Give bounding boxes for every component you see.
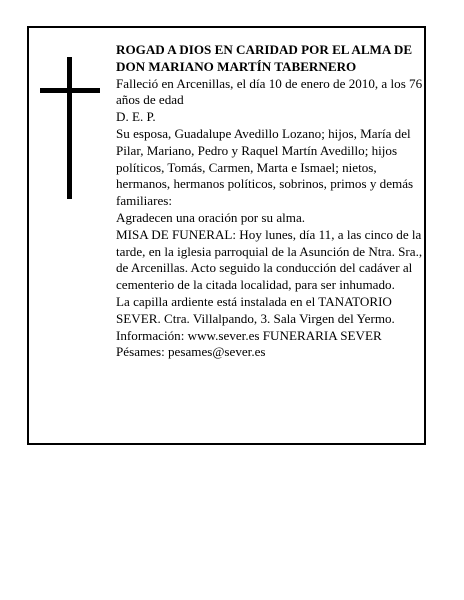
cross-icon [40, 57, 100, 199]
rip-text: D. E. P. [116, 109, 156, 125]
prayer-request: Agradecen una oración por su alma. [116, 209, 306, 225]
deceased-name: DON MARIANO MARTÍN TABERNERO [116, 58, 357, 74]
funeral-mass-details: MISA DE FUNERAL: Hoy lunes, día 11, a las cinco de la tarde, en la iglesia parroquial de la Asunción de Ntra. Sra., de Arcenillas. Acto seguido la conducción del cadáver al cementerio de la citada localidad, para ser inhumado. [116, 226, 423, 293]
obituary-text [116, 42, 426, 361]
chapel-details: La capilla ardiente está instalada en el TANATORIO SEVER. Ctra. Villalpando, 3. Sala Virgen del Yermo. [116, 293, 395, 326]
death-details: Falleció en Arcenillas, el día 10 de enero de 2010, a los 76 años de edad [116, 75, 423, 108]
information-line: Información: www.sever.es FUNERARIA SEVER [116, 327, 382, 343]
cross-vertical-bar [67, 57, 72, 199]
cross-horizontal-bar [40, 88, 100, 93]
condolences-line: Pésames: pesames@sever.es [116, 344, 266, 360]
obituary-notice [27, 26, 426, 445]
heading-prayer: ROGAD A DIOS EN CARIDAD POR EL ALMA DE [116, 42, 413, 57]
family-list: Su esposa, Guadalupe Avedillo Lozano; hijos, María del Pilar, Mariano, Pedro y Raquel Martín Avedillo; hijos políticos, Tomás, Carmen, Marta e Ismael; nietos, hermanos, hermanos políticos, sobrinos, primos y demás familiares: [116, 125, 414, 209]
